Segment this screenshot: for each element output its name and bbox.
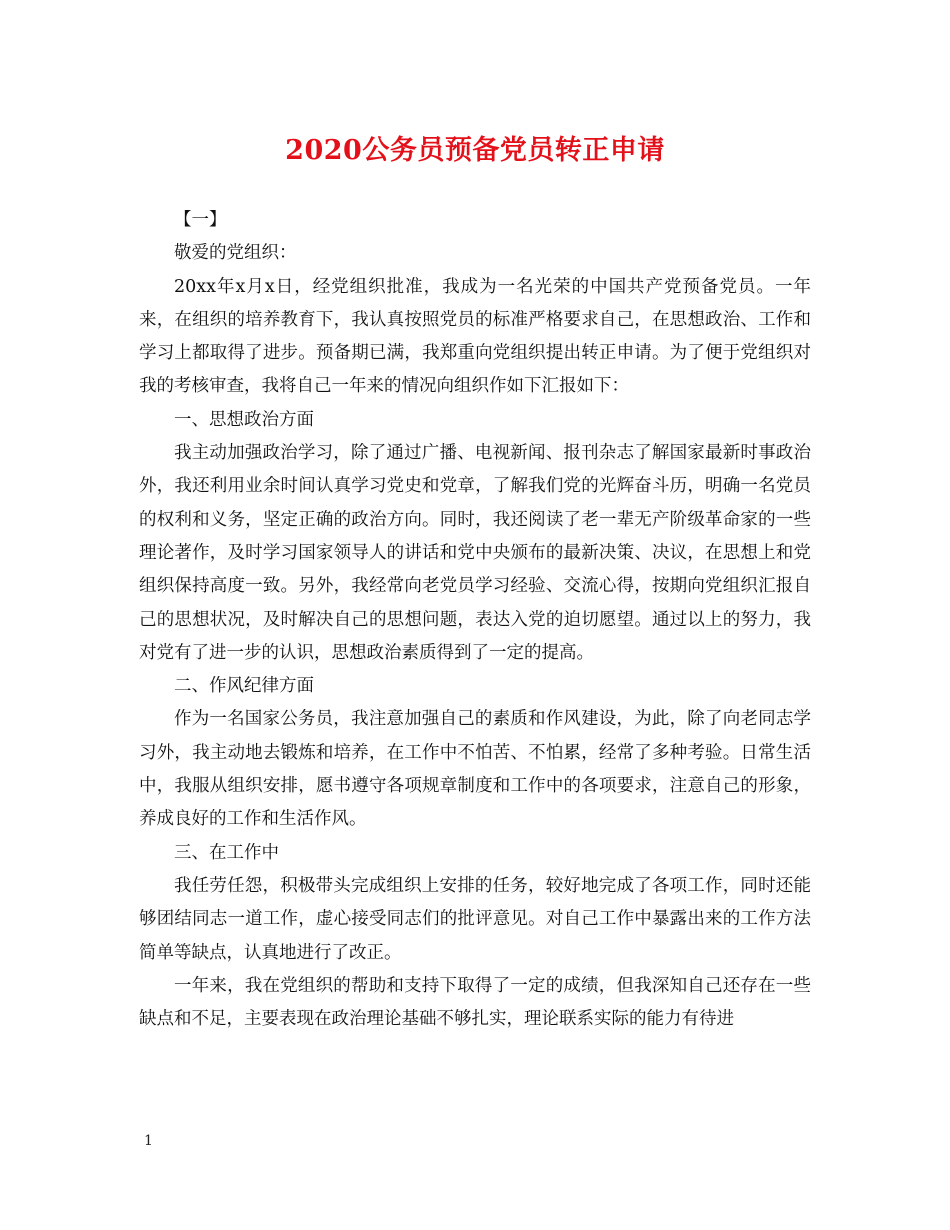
paragraph-intro: 20xx年x月x日，经党组织批准，我成为一名光荣的中国共产党预备党员。一年来，在组织的培养教育下，我认真按照党员的标准严格要求自己，在思想政治、工作和学习上都取得了进步。预备期已满，我郑重向党组织提出转正申请。为了便于党组织对我的考核审查，我将自己一年来的情况向组织作如下汇报如下： [139, 276, 811, 397]
paragraph-work: 我任劳任怨，积极带头完成组织上安排的任务，较好地完成了各项工作，同时还能够团结同志一道工作，虚心接受同志们的批评意见。对自己工作中暴露出来的工作方法简单等缺点，认真地进行了改正。 [139, 875, 811, 963]
document-body [139, 204, 811, 1036]
document-title: 2020公务员预备党员转正申请 [285, 135, 665, 166]
heading-ideology: 一、思想政治方面 [174, 409, 314, 430]
heading-discipline: 二、作风纪律方面 [174, 676, 314, 697]
salutation: 敬爱的党组织： [174, 243, 297, 264]
paragraph-ideology: 我主动加强政治学习，除了通过广播、电视新闻、报刊杂志了解国家最新时事政治外，我还利用业余时间认真学习党史和党章，了解我们党的光辉奋斗历，明确一名党员的权利和义务，坚定正确的政治方向。同时，我还阅读了老一辈无产阶级革命家的一些理论著作，及时学习国家领导人的讲话和党中央颁布的最新决策、决议，在思想上和党组织保持高度一致。另外，我经常向老党员学习经验、交流心得，按期向党组织汇报自己的思想状况，及时解决自己的思想问题，表达入党的迫切愿望。通过以上的努力，我对党有了进一步的认识，思想政治素质得到了一定的提高。 [139, 443, 811, 663]
section-marker: 【一】 [174, 210, 227, 230]
page-number: 1 [144, 1133, 153, 1149]
heading-work: 三、在工作中 [174, 842, 279, 863]
paragraph-summary: 一年来，我在党组织的帮助和支持下取得了一定的成绩，但我深知自己还存在一些缺点和不足，主要表现在政治理论基础不够扎实，理论联系实际的能力有待进 [139, 975, 811, 1030]
paragraph-discipline: 作为一名国家公务员，我注意加强自己的素质和作风建设，为此，除了向老同志学习外，我主动地去锻炼和培养，在工作中不怕苦、不怕累，经常了多种考验。日常生活中，我服从组织安排，愿书遵守各项规章制度和工作中的各项要求，注意自己的形象，养成良好的工作和生活作风。 [139, 709, 811, 830]
